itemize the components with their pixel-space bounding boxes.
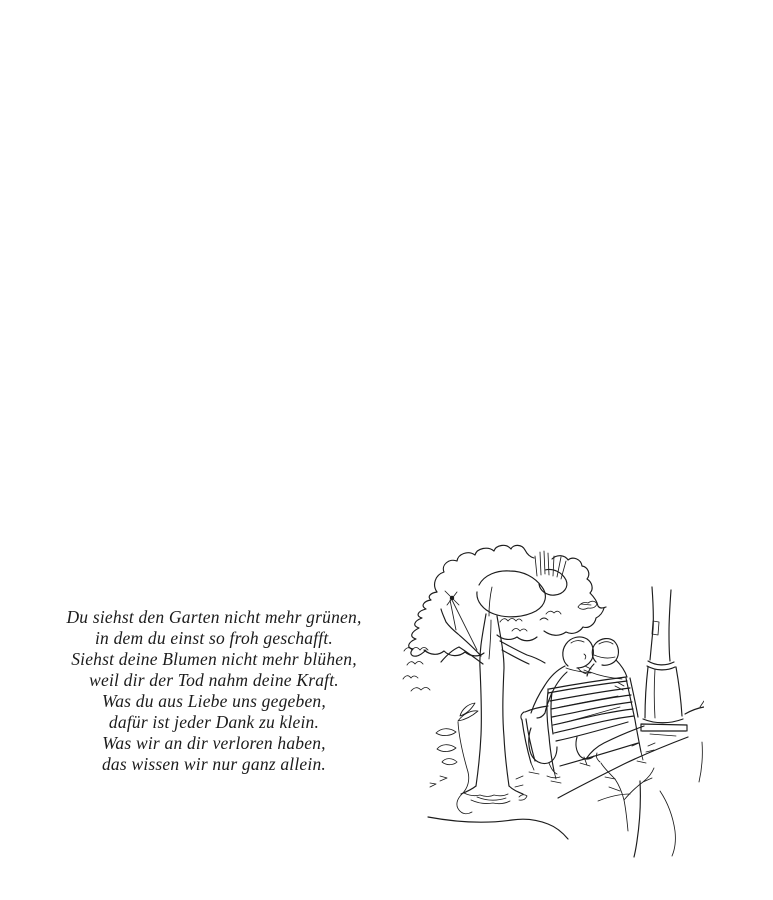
couple-sketch: [529, 637, 627, 778]
right-trunk-sketch: [641, 587, 687, 736]
poem-line-6: dafür ist jeder Dank zu klein.: [108, 712, 320, 732]
poem-line-2: in dem du einst so froh geschafft.: [94, 628, 333, 648]
poem-line-8: das wissen wir nur ganz allein.: [101, 754, 326, 774]
poem-line-7: Was wir an dir verloren haben,: [102, 733, 326, 753]
poem-line-1: Du siehst den Garten nicht mehr grünen,: [66, 607, 362, 627]
couple-on-bench-illustration: [398, 543, 704, 863]
poem-line-5: Was du aus Liebe uns gegeben,: [102, 691, 326, 711]
poem-line-4: weil dir der Tod nahm deine Kraft.: [89, 670, 339, 690]
tree-sketch: [403, 545, 606, 813]
poem: [56, 607, 372, 775]
poem-line-3: Siehst deine Blumen nicht mehr blühen,: [71, 649, 357, 669]
